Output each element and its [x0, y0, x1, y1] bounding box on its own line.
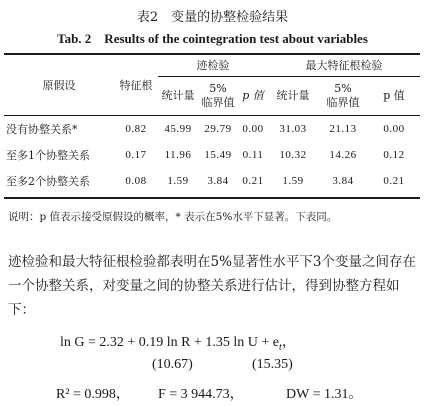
crit-label: 临界值	[201, 96, 235, 109]
header-max-crit	[318, 77, 368, 116]
crit-label: 临界值	[326, 96, 360, 109]
table-row	[4, 142, 420, 168]
header-max-eigen-test: 最大特征根检验	[268, 54, 420, 77]
cell-max-stat: 31.03	[279, 123, 307, 135]
body-paragraph: 迹检验和最大特征根检验都表明在5%显著性水平下3个变量之间存在一个协整关系，对变量之间的协整关系进行估计，得到协整方程如下：	[8, 254, 417, 318]
cell-max-crit: 21.13	[329, 123, 357, 135]
table-bottom-rule	[4, 197, 420, 199]
cointegration-table	[4, 54, 420, 194]
cell-trace-stat: 11.96	[164, 149, 192, 161]
row-hypothesis: 没有协整关系*	[6, 123, 78, 136]
header-hypothesis: 原假设	[42, 78, 76, 92]
cell-eigen: 0.82	[125, 123, 147, 135]
f-statistic: F = 3 944.73，	[158, 387, 244, 402]
cell-trace-p: 0.11	[242, 149, 264, 161]
cell-eigen: 0.08	[125, 175, 147, 187]
row-hypothesis: 至多1个协整关系	[6, 149, 90, 162]
header-trace-crit	[198, 77, 238, 116]
cell-max-p: 0.21	[383, 175, 405, 187]
cell-max-stat: 1.59	[282, 175, 304, 187]
equation-main: ln G = 2.32 + 0.19 ln R + 1.35 ln U + e	[60, 335, 280, 350]
t-statistic-2: (15.35)	[252, 357, 293, 372]
cell-trace-stat: 1.59	[167, 175, 189, 187]
cell-eigen: 0.17	[125, 149, 147, 161]
table-row	[4, 168, 420, 194]
cell-trace-crit: 3.84	[207, 175, 229, 187]
row-hypothesis: 至多2个协整关系	[6, 175, 90, 188]
table-row	[4, 116, 420, 142]
r-squared: R² = 0.998，	[56, 387, 130, 402]
table-note: 说明：p 值表示接受原假设的概率，* 表示在5%水平下显著。下表同。	[8, 211, 338, 223]
header-trace-p: p 值	[242, 89, 264, 102]
equation-tail: ，	[281, 335, 296, 350]
crit-percent: 5%	[334, 82, 352, 95]
cell-trace-crit: 15.49	[204, 149, 232, 161]
cell-trace-crit: 29.79	[204, 123, 232, 135]
cell-max-crit: 14.26	[329, 149, 357, 161]
crit-percent: 5%	[209, 82, 227, 95]
cell-trace-p: 0.21	[242, 175, 264, 187]
table-caption-cn: 表2 变量的协整检验结果	[136, 10, 289, 25]
cointegration-equation	[60, 331, 296, 353]
cell-trace-p: 0.00	[242, 123, 264, 135]
header-trace-test: 迹检验	[158, 54, 268, 77]
cell-max-stat: 10.32	[279, 149, 307, 161]
header-eigenvalue: 特征根	[119, 78, 153, 92]
equation-subscript: t	[279, 341, 282, 353]
durbin-watson: DW = 1.31。	[286, 387, 363, 402]
header-max-stat: 统计量	[276, 89, 310, 102]
cell-max-p: 0.00	[383, 123, 405, 135]
cell-max-p: 0.12	[383, 149, 405, 161]
header-trace-stat: 统计量	[161, 89, 195, 102]
table-caption-en: Tab. 2 Results of the cointegration test about variables	[57, 31, 368, 46]
cell-trace-stat: 45.99	[164, 123, 192, 135]
header-max-p: p 值	[383, 89, 405, 102]
cell-max-crit: 3.84	[332, 175, 354, 187]
t-statistic-1: (10.67)	[152, 357, 193, 372]
